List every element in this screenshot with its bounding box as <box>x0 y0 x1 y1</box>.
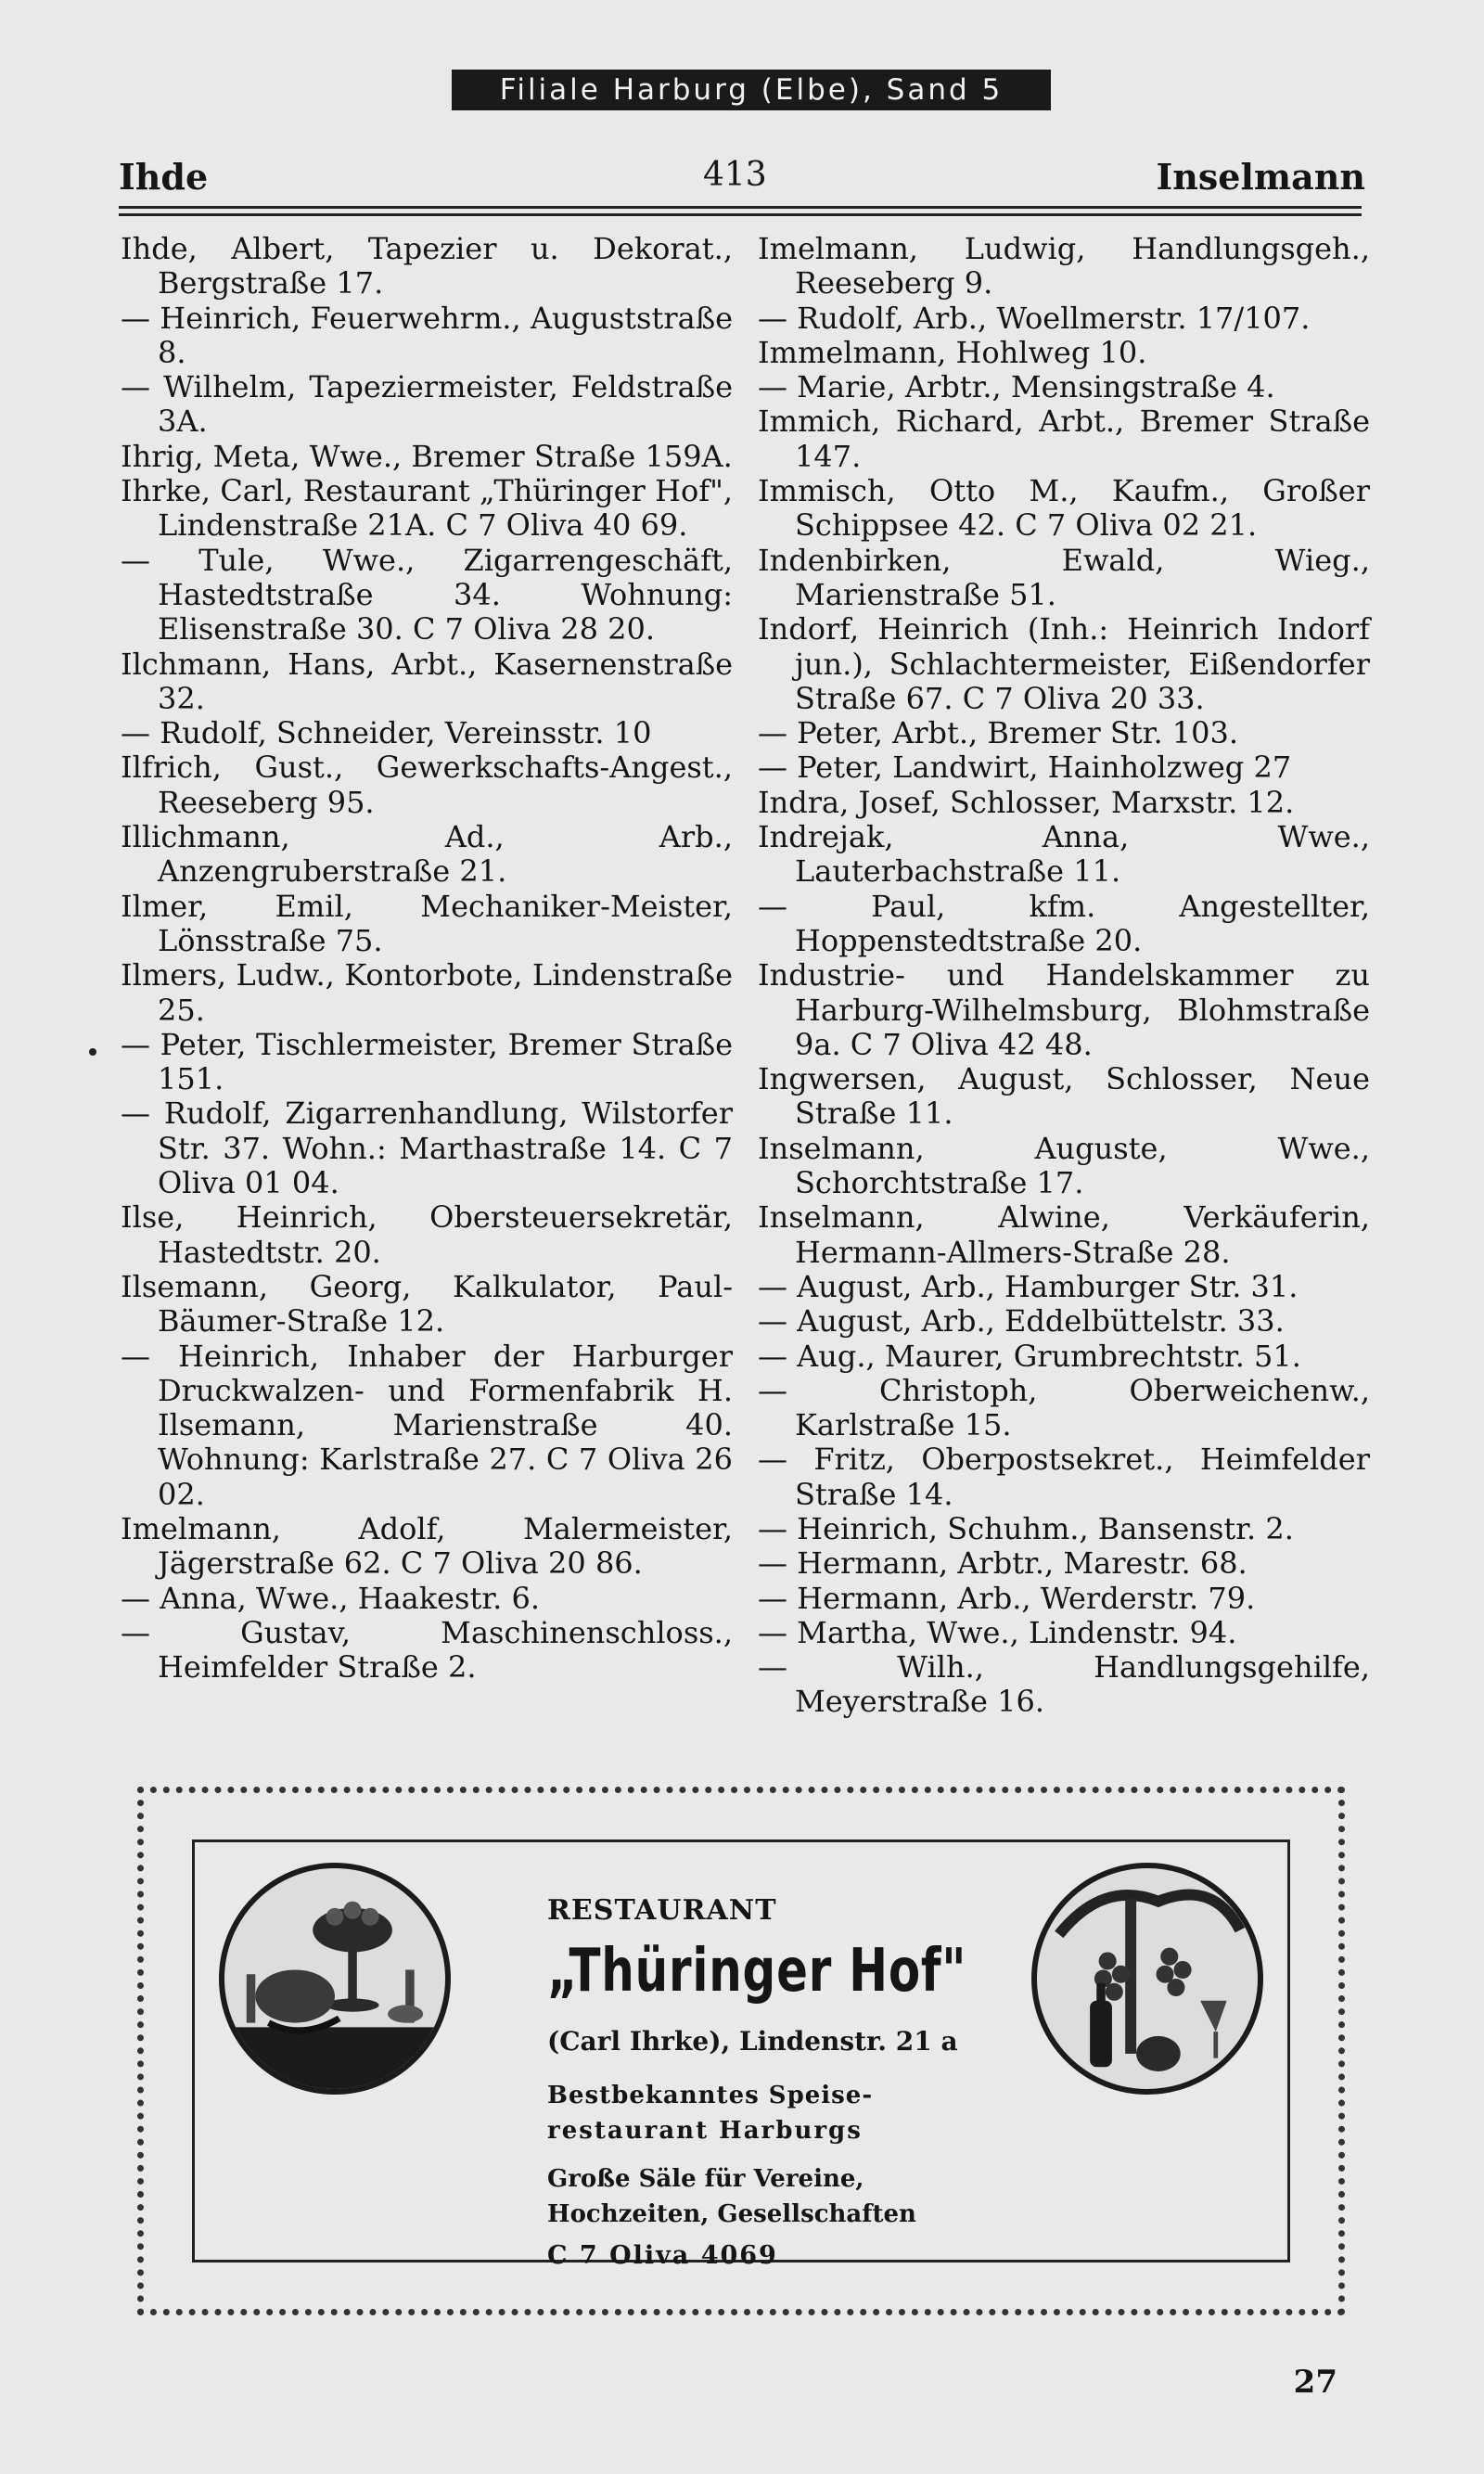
list-item: — Paul, kfm. Angestellter, Hoppenstedtstraße 20. <box>758 888 1370 958</box>
list-item: Imelmann, Ludwig, Handlungsgeh., Reeseberg 9. <box>758 231 1370 301</box>
list-item: — Heinrich, Feuerwehrm., Auguststraße 8. <box>121 300 733 370</box>
list-item: — Wilhelm, Tapeziermeister, Feldstraße 3A. <box>121 369 733 440</box>
left-column <box>121 232 733 1685</box>
ad-text-block <box>547 1842 974 2270</box>
list-item: — Hermann, Arb., Werderstr. 79. <box>758 1580 1256 1616</box>
list-item: Immisch, Otto M., Kaufm., Großer Schippsee 42. C 7 Oliva 02 21. <box>758 473 1370 544</box>
list-item: — Heinrich, Inhaber der Harburger Druckwalzen- und Formenfabrik H. Ilsemann, Marienstraße 40. Wohnung: Karlstraße 27. C 7 Oliva 26 02. <box>121 1338 733 1512</box>
list-item: — Gustav, Maschinenschloss., Heimfelder Straße 2. <box>121 1614 733 1686</box>
list-item: Immelmann, Hohlweg 10. <box>758 334 1147 370</box>
list-item: — Peter, Arbt., Bremer Str. 103. <box>758 715 1239 751</box>
ad-halls-line1: Große Säle für Vereine, <box>547 2165 864 2193</box>
list-item: — Anna, Wwe., Haakestr. 6. <box>121 1580 540 1616</box>
ad-halls-line2: Hochzeiten, Gesellschaften <box>547 2200 916 2228</box>
ad-phone: C 7 Oliva 4069 <box>547 2241 778 2270</box>
wine-drawing <box>1037 1868 1258 2089</box>
header-last-entry: Inselmann <box>1156 156 1365 198</box>
list-item: Ilfrich, Gust., Gewerkschafts-Angest., Reeseberg 95. <box>121 750 733 820</box>
banquet-drawing <box>224 1868 445 2089</box>
list-item: — Tule, Wwe., Zigarrengeschäft, Hastedtstraße 34. Wohnung: Elisenstraße 30. C 7 Oliva 28 20. <box>121 542 733 647</box>
list-item: — Aug., Maurer, Grumbrechtstr. 51. <box>758 1338 1301 1374</box>
header-first-entry: Ihde <box>119 156 209 198</box>
list-item: Ihrke, Carl, Restaurant „Thüringer Hof", Lindenstraße 21A. C 7 Oliva 40 69. <box>121 473 733 544</box>
list-item: Ihrig, Meta, Wwe., Bremer Straße 159A. <box>121 438 733 474</box>
list-item: Ilmer, Emil, Mechaniker-Meister, Lönsstraße 75. <box>121 888 733 958</box>
header-rule-top <box>119 206 1362 209</box>
header-page-number: 413 <box>703 156 767 194</box>
list-item: Inselmann, Alwine, Verkäuferin, Hermann-Allmers-Straße 28. <box>758 1199 1370 1270</box>
list-item: — Heinrich, Schuhm., Bansenstr. 2. <box>758 1510 1294 1546</box>
ad-restaurant-name: „Thüringer Hof" <box>547 1937 967 2006</box>
list-item: Imelmann, Adolf, Malermeister, Jägerstraße 62. C 7 Oliva 20 86. <box>121 1510 733 1582</box>
ad-frame <box>192 1839 1290 2270</box>
ad-address: (Carl Ihrke), Lindenstr. 21 a <box>547 2026 958 2057</box>
restaurant-advertisement <box>137 1787 1345 2315</box>
wine-grapes-illustration-icon <box>1031 1863 1263 2095</box>
list-item: Indra, Josef, Schlosser, Marxstr. 12. <box>758 784 1295 820</box>
list-item: Ilchmann, Hans, Arbt., Kasernenstraße 32. <box>121 646 733 716</box>
list-item: Illichmann, Ad., Arb., Anzengruberstraße 21. <box>121 819 733 890</box>
list-item: — Peter, Landwirt, Hainholzweg 27 <box>758 750 1292 786</box>
list-item: Indrejak, Anna, Wwe., Lauterbachstraße 11. <box>758 819 1370 890</box>
list-item: Industrie- und Handelskammer zu Harburg-Wilhelmsburg, Blohmstraße 9a. C 7 Oliva 42 48. <box>758 957 1370 1062</box>
list-item: Indorf, Heinrich (Inh.: Heinrich Indorf jun.), Schlachtermeister, Eißendorfer Straße 67. C 7 Oliva 20 33. <box>758 611 1370 716</box>
list-item: Indenbirken, Ewald, Wieg., Marienstraße 51. <box>758 542 1370 612</box>
branch-banner: Filiale Harburg (Elbe), Sand 5 <box>452 70 1051 110</box>
header-rule-bottom <box>119 213 1362 216</box>
list-item: — Rudolf, Arb., Woellmerstr. 17/107. <box>758 300 1311 336</box>
ad-tagline-line2: restaurant Harburgs <box>547 2117 863 2145</box>
list-item: — August, Arb., Eddelbüttelstr. 33. <box>758 1303 1285 1340</box>
print-speck <box>89 1048 96 1056</box>
list-item: — Martha, Wwe., Lindenstr. 94. <box>758 1614 1237 1650</box>
list-item: — Fritz, Oberpostsekret., Heimfelder Straße 14. <box>758 1442 1370 1512</box>
list-item: — Hermann, Arbtr., Marestr. 68. <box>758 1545 1247 1582</box>
list-item: Inselmann, Auguste, Wwe., Schorchtstraße 17. <box>758 1130 1370 1201</box>
banquet-illustration-icon <box>219 1863 451 2095</box>
list-item: Ingwersen, August, Schlosser, Neue Straße 11. <box>758 1061 1370 1132</box>
list-item: — August, Arb., Hamburger Str. 31. <box>758 1268 1298 1304</box>
list-item: Ilse, Heinrich, Obersteuersekretär, Hastedtstr. 20. <box>121 1199 733 1270</box>
list-item: Immich, Richard, Arbt., Bremer Straße 147. <box>758 404 1370 474</box>
list-item: — Rudolf, Zigarrenhandlung, Wilstorfer Str. 37. Wohn.: Marthastraße 14. C 7 Oliva 01 04. <box>121 1096 733 1201</box>
list-item: — Wilh., Handlungsgehilfe, Meyerstraße 16. <box>758 1649 1370 1720</box>
right-column <box>758 232 1370 1720</box>
list-item: — Christoph, Oberweichenw., Karlstraße 15. <box>758 1372 1370 1443</box>
ad-tagline-line1: Bestbekanntes Speise- <box>547 2082 874 2109</box>
list-item: — Peter, Tischlermeister, Bremer Straße 151. <box>121 1026 733 1097</box>
list-item: — Marie, Arbtr., Mensingstraße 4. <box>758 369 1275 405</box>
ad-heading: RESTAURANT <box>547 1894 777 1927</box>
list-item: Ihde, Albert, Tapezier u. Dekorat., Bergstraße 17. <box>121 231 733 301</box>
list-item: — Rudolf, Schneider, Vereinsstr. 10 <box>121 715 652 751</box>
list-item: Ilsemann, Georg, Kalkulator, Paul-Bäumer-Straße 12. <box>121 1268 733 1340</box>
list-item: Ilmers, Ludw., Kontorbote, Lindenstraße 25. <box>121 957 733 1028</box>
page-footer-number: 27 <box>1293 2364 1337 2401</box>
